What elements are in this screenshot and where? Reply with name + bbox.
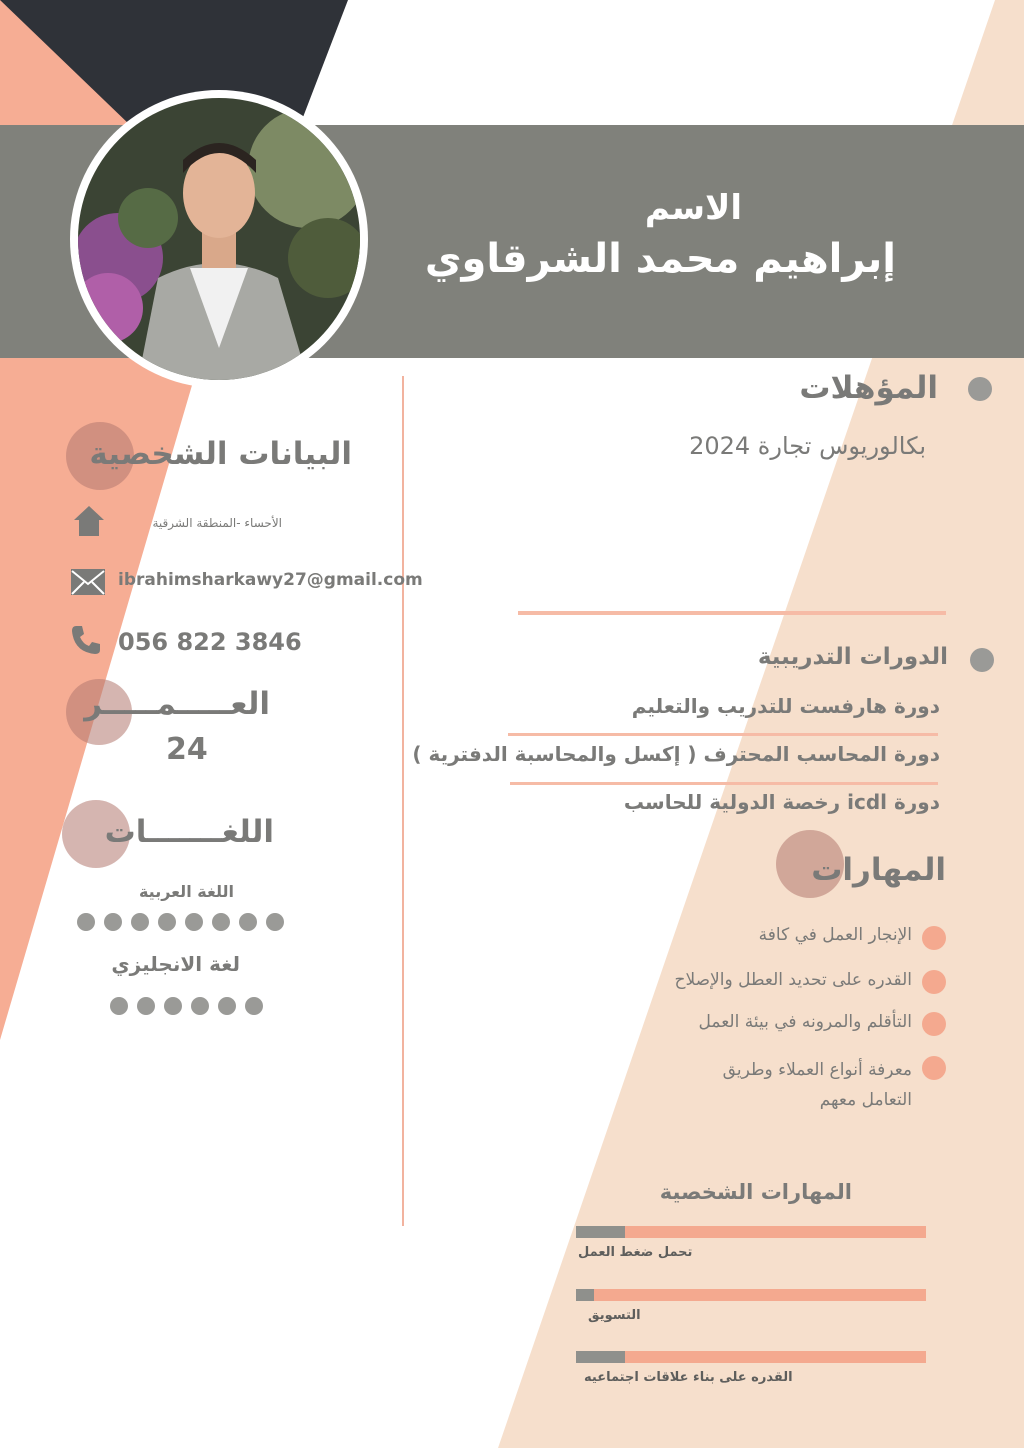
- language-dot: [185, 913, 203, 931]
- skill-bar-fill: [625, 1226, 926, 1238]
- language-name: اللغة العربية: [138, 882, 234, 901]
- language-level-dots: [77, 913, 284, 931]
- language-dot: [131, 913, 149, 931]
- skill-bar-label: تحمل ضغط العمل: [578, 1245, 693, 1260]
- mail-icon: [70, 568, 106, 600]
- courses-bullet: [970, 648, 994, 672]
- address-text: الأحساء -المنطقة الشرقية: [152, 516, 282, 530]
- age-value: 24: [166, 732, 208, 767]
- language-dot: [158, 913, 176, 931]
- language-dot: [191, 997, 209, 1015]
- skill-bar-fill: [625, 1351, 926, 1363]
- qualifications-bullet: [968, 377, 992, 401]
- skill-bullet: [922, 1012, 946, 1036]
- language-dot: [245, 997, 263, 1015]
- skill-item: الإنجار العمل في كافة: [758, 925, 912, 945]
- course-item: دورة هارفست للتدريب والتعليم: [631, 694, 940, 718]
- email-text[interactable]: ibrahimsharkawy27@gmail.com: [118, 570, 423, 590]
- language-dot: [137, 997, 155, 1015]
- divider: [518, 611, 946, 615]
- age-label: العـــــمـــــر: [84, 686, 270, 722]
- language-level-dots: [110, 997, 263, 1015]
- language-dot: [266, 913, 284, 931]
- skill-item: التأقلم والمرونه في بيئة العمل: [698, 1012, 912, 1032]
- skill-bullet: [922, 1056, 946, 1080]
- skills-title: المهارات: [811, 852, 946, 888]
- skill-item: القدره على تحديد العطل والإصلاح: [674, 970, 912, 990]
- language-dot: [110, 997, 128, 1015]
- profile-photo: [70, 90, 368, 388]
- divider: [508, 733, 938, 736]
- name-label: الاسم: [644, 188, 742, 228]
- column-divider: [402, 376, 404, 1226]
- skill-bar-track: [576, 1226, 926, 1238]
- qualifications-text: بكالوريوس تجارة 2024: [689, 432, 926, 460]
- phone-icon: [70, 624, 102, 660]
- language-dot: [239, 913, 257, 931]
- name-value: إبراهيم محمد الشرقاوي: [424, 236, 896, 282]
- language-dot: [77, 913, 95, 931]
- skill-bar-fill: [594, 1289, 927, 1301]
- course-item: دورة icdl رخصة الدولية للحاسب: [623, 790, 940, 814]
- language-dot: [218, 997, 236, 1015]
- personal-title: البيانات الشخصية: [89, 436, 352, 472]
- divider: [510, 782, 938, 785]
- skill-item: معرفة أنواع العملاء وطريق التعامل معهم: [722, 1060, 912, 1110]
- course-item: دورة المحاسب المحترف ( إكسل والمحاسبة الدفترية ): [412, 742, 940, 766]
- skill-bullet: [922, 926, 946, 950]
- phone-text[interactable]: 056 822 3846: [118, 628, 302, 656]
- skill-bar-track: [576, 1351, 926, 1363]
- courses-title: الدورات التدريبية: [757, 644, 948, 670]
- language-dot: [212, 913, 230, 931]
- personal-skills-title: المهارات الشخصية: [659, 1180, 852, 1204]
- qualifications-title: المؤهلات: [799, 370, 938, 406]
- skill-bar-label: القدره على بناء علاقات اجتماعيه: [584, 1370, 793, 1385]
- language-dot: [104, 913, 122, 931]
- languages-title: اللغـــــــات: [104, 814, 274, 850]
- skill-bar-label: التسويق: [588, 1308, 641, 1323]
- language-dot: [164, 997, 182, 1015]
- skill-bar-track: [576, 1289, 926, 1301]
- language-name: لغة الانجليزي: [111, 952, 240, 976]
- home-icon: [72, 504, 106, 542]
- skill-bullet: [922, 970, 946, 994]
